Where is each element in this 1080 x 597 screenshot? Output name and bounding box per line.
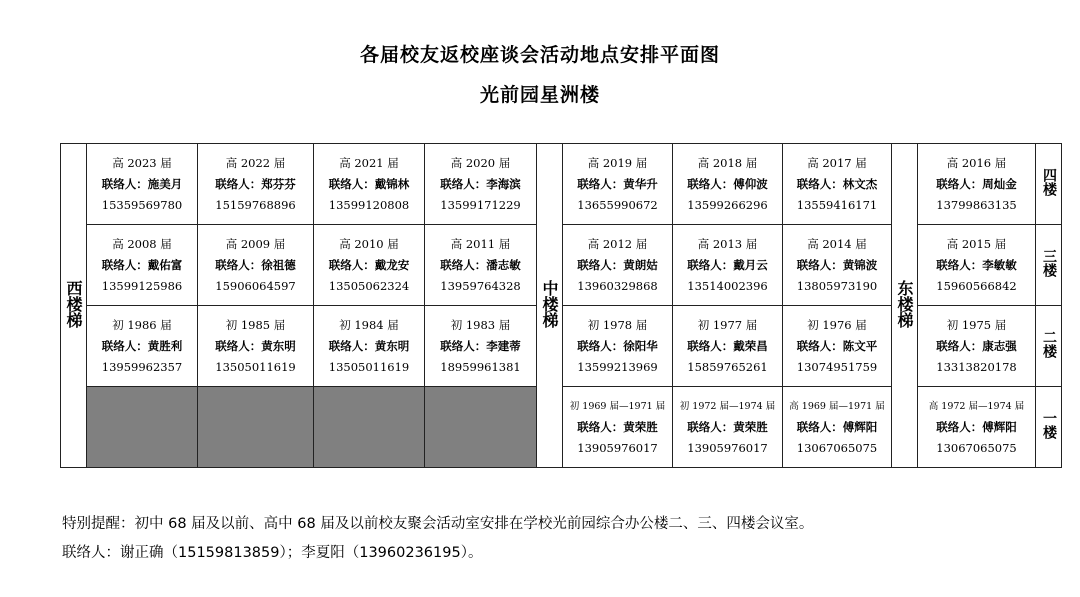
room-r2-0: 初 1986 届 联络人：黄胜利 13959962357 bbox=[87, 306, 198, 387]
floor-plan-table bbox=[60, 143, 1062, 468]
room-r2-3: 初 1983 届 联络人：李建蒂 18959961381 bbox=[425, 306, 537, 387]
room-r3-3: 高 2011 届 联络人：潘志敏 13959764328 bbox=[425, 225, 537, 306]
room-r4-4: 高 2019 届 联络人：黄华升 13655990672 bbox=[563, 144, 673, 225]
room-r2-6: 初 1976 届 联络人：陈文平 13074951759 bbox=[783, 306, 892, 387]
special-reminder-note: 特别提醒：初中 68 届及以前、高中 68 届及以前校友聚会活动室安排在学校光前园综合办公楼二、三、四楼会议室。 bbox=[62, 516, 814, 532]
page-subtitle: 光前园星洲楼 bbox=[479, 84, 600, 106]
room-r1-0: 初 1969 届—1971 届 联络人：黄荣胜 13905976017 bbox=[563, 387, 673, 468]
room-r4-5: 高 2018 届 联络人：傅仰波 13599266296 bbox=[673, 144, 783, 225]
room-r2-5: 初 1977 届 联络人：戴荣昌 15859765261 bbox=[673, 306, 783, 387]
room-r4-2: 高 2021 届 联络人：戴锦林 13599120808 bbox=[314, 144, 425, 225]
room-r2-7: 初 1975 届 联络人：康志强 13313820178 bbox=[918, 306, 1036, 387]
floor-label-2: 二楼 bbox=[1036, 306, 1062, 387]
room-r3-5: 高 2013 届 联络人：戴月云 13514002396 bbox=[673, 225, 783, 306]
room-r4-3: 高 2020 届 联络人：李海滨 13599171229 bbox=[425, 144, 537, 225]
unused-room bbox=[198, 387, 314, 468]
page-title: 各届校友返校座谈会活动地点安排平面图 bbox=[359, 44, 720, 66]
unused-room bbox=[314, 387, 425, 468]
contact-note: 联络人：谢正确（15159813859）；李夏阳（13960236195）。 bbox=[62, 545, 483, 561]
room-r3-2: 高 2010 届 联络人：戴龙安 13505062324 bbox=[314, 225, 425, 306]
room-r3-0: 高 2008 届 联络人：戴佑富 13599125986 bbox=[87, 225, 198, 306]
unused-room bbox=[87, 387, 198, 468]
floor-label-3: 三楼 bbox=[1036, 225, 1062, 306]
room-r2-1: 初 1985 届 联络人：黄东明 13505011619 bbox=[198, 306, 314, 387]
room-r3-7: 高 2015 届 联络人：李敏敏 15960566842 bbox=[918, 225, 1036, 306]
room-r3-4: 高 2012 届 联络人：黄朗姑 13960329868 bbox=[563, 225, 673, 306]
room-r1-2: 高 1969 届—1971 届 联络人：傅辉阳 13067065075 bbox=[783, 387, 892, 468]
floor-label-4: 四楼 bbox=[1036, 144, 1062, 225]
room-r3-1: 高 2009 届 联络人：徐祖德 15906064597 bbox=[198, 225, 314, 306]
room-r3-6: 高 2014 届 联络人：黄锦波 13805973190 bbox=[783, 225, 892, 306]
east-stairs: 东楼梯 bbox=[892, 144, 918, 468]
west-stairs: 西楼梯 bbox=[61, 144, 87, 468]
floor-label-1: 一楼 bbox=[1036, 387, 1062, 468]
room-r2-4: 初 1978 届 联络人：徐阳华 13599213969 bbox=[563, 306, 673, 387]
room-r1-3: 高 1972 届—1974 届 联络人：傅辉阳 13067065075 bbox=[918, 387, 1036, 468]
unused-room bbox=[425, 387, 537, 468]
room-r4-1: 高 2022 届 联络人：郑芬芬 15159768896 bbox=[198, 144, 314, 225]
room-r2-2: 初 1984 届 联络人：黄东明 13505011619 bbox=[314, 306, 425, 387]
room-r4-6: 高 2017 届 联络人：林文杰 13559416171 bbox=[783, 144, 892, 225]
room-r4-7: 高 2016 届 联络人：周灿金 13799863135 bbox=[918, 144, 1036, 225]
middle-stairs: 中楼梯 bbox=[537, 144, 563, 468]
room-r4-0: 高 2023 届 联络人：施美月 15359569780 bbox=[87, 144, 198, 225]
room-r1-1: 初 1972 届—1974 届 联络人：黄荣胜 13905976017 bbox=[673, 387, 783, 468]
